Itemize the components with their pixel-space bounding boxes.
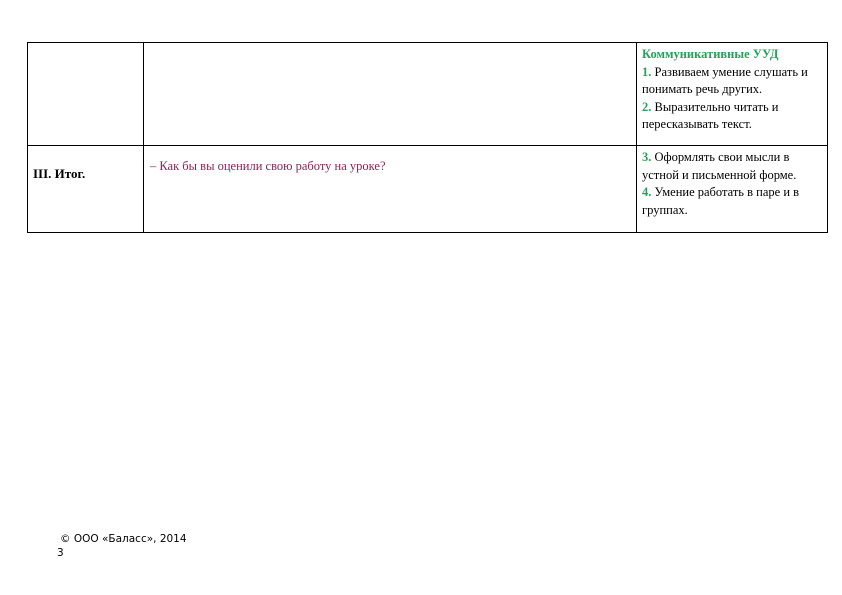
- uud-item: [642, 149, 823, 184]
- stage-title: III. Итог.: [33, 166, 86, 181]
- uud-cell: [637, 43, 828, 146]
- uud-item-number: 1.: [642, 64, 652, 79]
- teacher-activity-cell: [144, 43, 637, 146]
- uud-cell: [637, 146, 828, 233]
- page-number: 3: [57, 547, 64, 559]
- uud-item-text: Развиваем умение слушать и понимать речь других.: [642, 64, 808, 96]
- uud-item-number: 4.: [642, 185, 652, 199]
- stage-cell: [28, 146, 144, 233]
- uud-item: [642, 64, 823, 99]
- uud-item: [642, 184, 823, 219]
- uud-item-text: Умение работать в паре и в группах.: [642, 185, 800, 217]
- uud-item-text: Оформлять свои мысли в устной и письменной форме.: [642, 150, 797, 182]
- table-row: [28, 146, 828, 233]
- table-row: [28, 43, 828, 146]
- teacher-question: – Как бы вы оценили свою работу на уроке?: [150, 159, 386, 173]
- copyright-footer: © ООО «Баласс», 2014: [60, 533, 187, 545]
- uud-heading: Коммуникативные УУД: [642, 47, 779, 61]
- teacher-activity-cell: [144, 146, 637, 233]
- stage-cell: [28, 43, 144, 146]
- uud-item-text: Выразительно читать и пересказывать текст.: [642, 99, 779, 131]
- uud-item: [642, 99, 823, 134]
- uud-item-number: 3.: [642, 150, 652, 164]
- uud-item-number: 2.: [642, 99, 652, 114]
- lesson-plan-table: [27, 42, 828, 233]
